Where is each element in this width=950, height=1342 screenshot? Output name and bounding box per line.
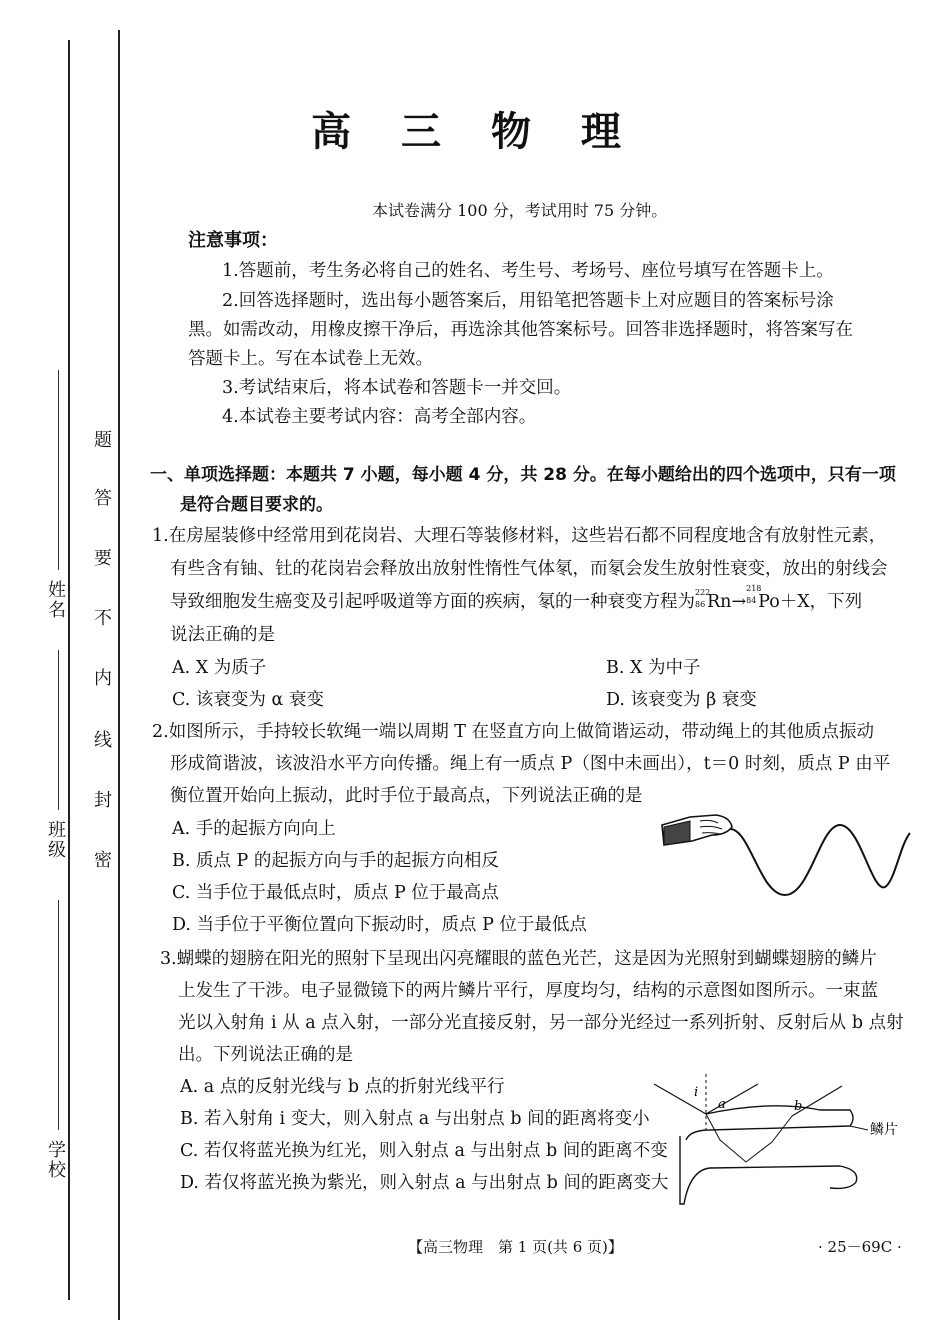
polonium-mass-number: 218 [746,584,762,593]
scale-leader-line [850,1126,868,1130]
radon-mass-number: 222 [695,588,711,597]
q1-option-d: D. 该衰变为 β 衰变 [606,690,757,710]
q3-option-a: A. a 点的反射光线与 b 点的折射光线平行 [180,1077,505,1097]
q1-option-a: A. X 为质子 [172,658,267,678]
seal-char: 答 [91,488,112,508]
q3-option-c: C. 若仅将蓝光换为红光，则入射点 a 与出射点 b 间的距离不变 [180,1141,668,1161]
butterfly-scale-figure [650,1070,912,1210]
exam-info: 本试卷满分 100 分，考试用时 75 分钟。 [372,201,668,220]
class-label: 班级 [45,820,66,860]
q2-option-d: D. 当手位于平衡位置向下振动时，质点 P 位于最低点 [172,915,587,935]
radon-nuclide [695,588,747,612]
q1-stem: 有些含有铀、钍的花岗岩会释放出放射性惰性气体氡，而氡会发生放射性衰变，放出的射线会 [170,559,888,579]
q2-option-a: A. 手的起振方向向上 [172,819,336,839]
label-a: a [718,1097,726,1112]
lower-scale [680,1136,857,1204]
note-item: 4.本试卷主要考试内容：高考全部内容。 [222,407,537,427]
label-i: i [694,1085,699,1100]
note-item: 答题卡上。写在本试卷上无效。 [188,349,433,369]
footer-page-number: 【高三物理 第 1 页(共 6 页)】 [408,1238,623,1256]
section-heading: 一、单项选择题：本题共 7 小题，每小题 4 分，共 28 分。在每小题给出的四个选项中，只有一项 [150,465,896,485]
name-underline [58,370,59,570]
section-heading-cont: 是符合题目要求的。 [180,495,333,515]
note-item: 3.考试结束后，将本试卷和答题卡一并交回。 [222,378,572,398]
school-underline [58,900,59,1130]
seal-char: 内 [91,668,112,688]
q1-option-b: B. X 为中子 [606,658,701,678]
q1-stem: 1.在房屋装修中经常用到花岗岩、大理石等装修材料，这些岩石都不同程度地含有放射性元素， [152,526,887,546]
seal-char: 要 [91,548,112,568]
q3-stem: 光以入射角 i 从 a 点入射，一部分光直接反射，另一部分光经过一系列折射、反射后从 b 点射 [178,1013,904,1033]
label-scale: 鳞片 [870,1122,898,1138]
q2-option-c: C. 当手位于最低点时，质点 P 位于最高点 [172,883,499,903]
polonium-atomic-number: 84 [746,596,757,605]
note-item: 1.答题前，考生务必将自己的姓名、考生号、考场号、座位号填写在答题卡上。 [222,261,834,281]
polonium-symbol: Po＋X，下列 [758,592,863,612]
note-item: 2.回答选择题时，选出每小题答案后，用铅笔把答题卡上对应题目的答案标号涂 [222,291,834,311]
incident-ray [654,1084,706,1114]
q2-stem: 2.如图所示，手持较长软绳一端以周期 T 在竖直方向上做简谐运动，带动绳上的其他质点振动 [152,722,874,742]
refracted-path [706,1114,792,1162]
q3-stem: 出。下列说法正确的是 [178,1045,353,1065]
q3-option-b: B. 若入射角 i 变大，则入射点 a 与出射点 b 间的距离将变小 [180,1109,650,1129]
notes-heading: 注意事项： [188,230,278,251]
label-b: b [794,1099,803,1114]
q2-option-b: B. 质点 P 的起振方向与手的起振方向相反 [172,851,499,871]
note-item: 黑。如需改动，用橡皮擦干净后，再选涂其他答案标号。回答非选择题时，将答案写在 [188,320,853,340]
class-underline [58,650,59,810]
seal-char: 密 [91,850,112,870]
polonium-nuclide [746,584,863,613]
seal-char: 不 [91,608,112,628]
seal-char: 线 [91,730,112,750]
hand-icon [662,815,732,845]
seal-char: 封 [91,790,112,810]
q3-option-d: D. 若仅将蓝光换为紫光，则入射点 a 与出射点 b 间的距离变大 [180,1173,669,1193]
q2-stem: 衡位置开始向上振动，此时手位于最高点，下列说法正确的是 [170,786,643,806]
q1-stem-text: 导致细胞发生癌变及引起呼吸道等方面的疾病，氡的一种衰变方程为 [170,592,695,612]
school-label: 学校 [45,1140,66,1180]
radon-symbol: Rn→ [707,592,747,612]
page-title: 高 三 物 理 [311,109,639,155]
margin-line-inner [118,30,120,1320]
q3-stem: 3.蝴蝶的翅膀在阳光的照射下呈现出闪亮耀眼的蓝色光芒，这是因为光照射到蝴蝶翅膀的鳞片 [160,949,877,969]
q1-stem-equation [170,584,863,613]
margin-line-outer [68,40,70,1300]
name-label: 姓名 [45,580,66,620]
q1-stem: 说法正确的是 [170,625,275,645]
seal-char: 题 [91,430,112,450]
radon-atomic-number: 86 [695,600,706,609]
hand-rope-wave-figure [660,805,912,905]
rope-wave [730,825,910,895]
q3-stem: 上发生了干涉。电子显微镜下的两片鳞片平行，厚度均匀，结构的示意图如图所示。一束蓝 [178,981,878,1001]
q2-stem: 形成简谐波，该波沿水平方向传播。绳上有一质点 P（图中未画出），t＝0 时刻，质点 P 由平 [170,754,891,774]
q1-option-c: C. 该衰变为 α 衰变 [172,690,324,710]
footer-code: · 25－69C · [818,1238,902,1256]
